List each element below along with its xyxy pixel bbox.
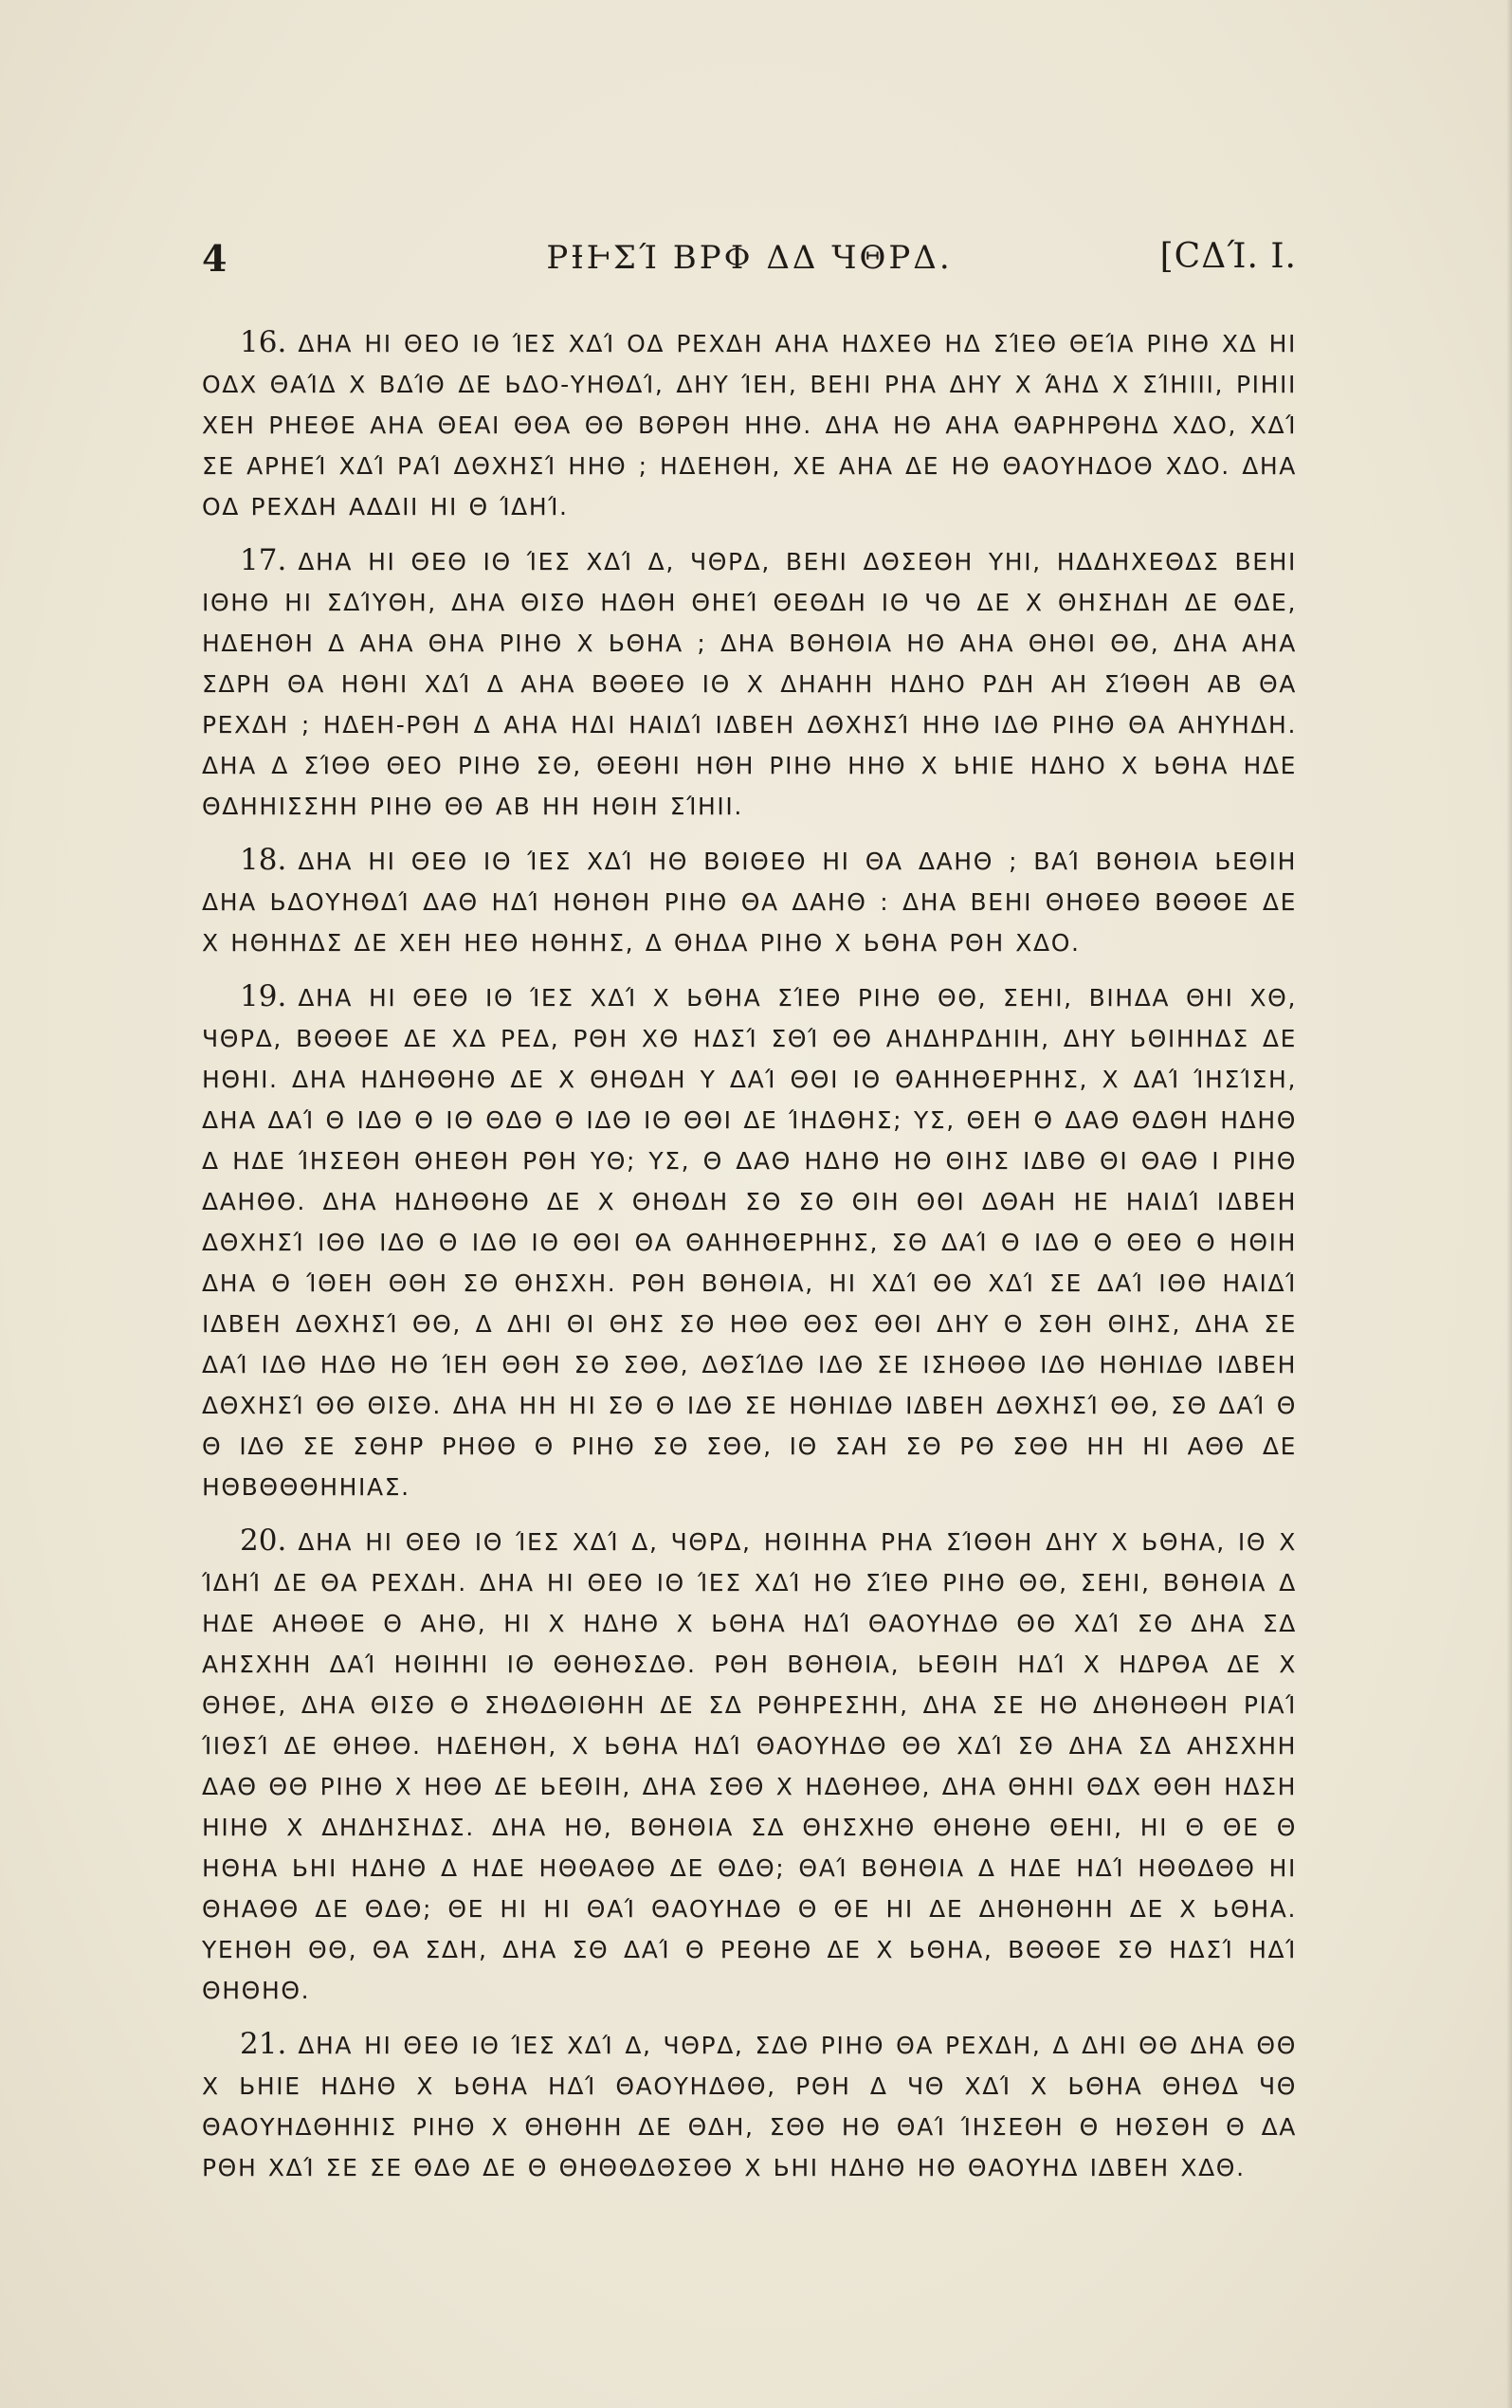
verse-number: 21. bbox=[240, 2027, 287, 2061]
verse-text: ΔΗΑ ΗΙ ΘΕΘ ΙΘ ΊΕΣ ΧΔΊ Δ, ЧΘΡΔ, ΣΔΘ ΡΙΗΘ ΘΑ ΡΕΧΔΗ, Δ ΔΗΙ ΘΘ ΔΗΑ ΘΘ Χ ЬΗΙΕ ΗΔΗΘ Χ ЬΘΗΑ ΗΔΊ ΘΑΟΥΗΔΘΘ, ΡΘΗ Δ ЧΘ ΧΔΊ Χ ЬΘΗΑ ΘΗΘΔ ЧΘ ΘΑΟΥΗΔΘΗΗΙΣ ΡΙΗΘ Χ ΘΗΘΗΗ ΔΕ ΘΔΗ, ΣΘΘ ΗΘ ΘΑΊ ΊΗΣΕΘΗ Θ ΗΘΣΘΗ Θ ΔΑ ΡΘΗ ΧΔΊ ΣΕ ΣΕ ΘΔΘ ΔΕ Θ ΘΗΘΘΔΘΣΘΘ Χ ЬΗΙ ΗΔΗΘ ΗΘ ΘΑΟΥΗΔ ΙΔΒΕΗ ΧΔΘ. bbox=[202, 2032, 1297, 2181]
verse-number: 18. bbox=[240, 843, 287, 877]
verse-17 bbox=[202, 540, 1297, 827]
verse-number: 19. bbox=[240, 979, 287, 1013]
page-edge-shadow bbox=[1506, 0, 1512, 2408]
verse-19 bbox=[202, 976, 1297, 1507]
verse-text: ΔΗΑ ΗΙ ΘΕΘ ΙΘ ΊΕΣ ΧΔΊ ΗΘ ΒΘΙΘΕΘ ΗΙ ΘΑ ΔΑΗΘ ; ΒΑΊ ΒΘΗΘΙΑ ЬΕΘΙΗ ΔΗΑ ЬΔΟΥΗΘΔΊ ΔΑΘ ΗΔΊ ΗΘΗΘΗ ΡΙΗΘ ΘΑ ΔΑΗΘ : ΔΗΑ ΒΕΗΙ ΘΗΘΕΘ ΒΘΘΘΕ ΔΕ Χ ΗΘΗΗΔΣ ΔΕ ΧΕΗ ΗΕΘ ΗΘΗΗΣ, Δ ΘΗΔΑ ΡΙΗΘ Χ ЬΘΗΑ ΡΘΗ ΧΔΟ. bbox=[202, 848, 1297, 957]
verse-number: 16. bbox=[240, 325, 287, 359]
verse-text: ΔΗΑ ΗΙ ΘΕΘ ΙΘ ΊΕΣ ΧΔΊ Χ ЬΘΗΑ ΣΊΕΘ ΡΙΗΘ ΘΘ, ΣΕΗΙ, ΒΙΗΔΑ ΘΗΙ ΧΘ, ЧΘΡΔ, ΒΘΘΘΕ ΔΕ ΧΔ ΡΕΔ, ΡΘΗ ΧΘ ΗΔΣΊ ΣΘΊ ΘΘ ΑΗΔΗΡΔΗΙΗ, ΔΗΥ ЬΘΙΗΗΔΣ ΔΕ ΗΘΗΙ. ΔΗΑ ΗΔΗΘΘΗΘ ΔΕ Χ ΘΗΘΔΗ Υ ΔΑΊ ΘΘΙ ΙΘ ΘΑΗΗΘΕΡΗΗΣ, Χ ΔΑΊ ΊΗΣΊΣΗ, ΔΗΑ ΔΑΊ Θ ΙΔΘ Θ ΙΘ ΘΔΘ Θ ΙΔΘ ΙΘ ΘΘΙ ΔΕ ΊΗΔΘΗΣ; ΥΣ, ΘΕΗ Θ ΔΑΘ ΘΔΘΗ ΗΔΗΘ Δ ΗΔΕ ΊΗΣΕΘΗ ΘΗΕΘΗ ΡΘΗ ΥΘ; ΥΣ, Θ ΔΑΘ ΗΔΗΘ ΗΘ ΘΙΗΣ ΙΔΒΘ ΘΙ ΘΑΘ Ι ΡΙΗΘ ΔΑΗΘΘ. ΔΗΑ ΗΔΗΘΘΗΘ ΔΕ Χ ΘΗΘΔΗ ΣΘ ΣΘ ΘΙΗ ΘΘΙ ΔΘΑΗ ΗΕ ΗΑΙΔΊ ΙΔΒΕΗ ΔΘΧΗΣΊ ΙΘΘ ΙΔΘ Θ ΙΔΘ ΙΘ ΘΘΙ ΘΑ ΘΑΗΗΘΕΡΗΗΣ, ΣΘ ΔΑΊ Θ ΙΔΘ Θ ΘΕΘ Θ ΗΘΙΗ ΔΗΑ Θ ΊΘΕΗ ΘΘΗ ΣΘ ΘΗΣΧΗ. ΡΘΗ ΒΘΗΘΙΑ, ΗΙ ΧΔΊ ΘΘ ΧΔΊ ΣΕ ΔΑΊ ΙΘΘ ΗΑΙΔΊ ΙΔΒΕΗ ΔΘΧΗΣΊ ΘΘ, Δ ΔΗΙ ΘΙ ΘΗΣ ΣΘ ΗΘΘ ΘΘΣ ΘΘΙ ΔΗΥ Θ ΣΘΗ ΘΙΗΣ, ΔΗΑ ΣΕ ΔΑΊ ΙΔΘ ΗΔΘ ΗΘ ΊΕΗ ΘΘΗ ΣΘ ΣΘΘ, ΔΘΣΊΔΘ ΙΔΘ ΣΕ ΙΣΗΘΘΘ ΙΔΘ ΗΘΗΙΔΘ ΙΔΒΕΗ ΔΘΧΗΣΊ ΘΘ ΘΙΣΘ. ΔΗΑ ΗΗ ΗΙ ΣΘ Θ ΙΔΘ ΣΕ ΗΘΗΙΔΘ ΙΔΒΕΗ ΔΘΧΗΣΊ ΘΘ, ΣΘ ΔΑΊ Θ Θ ΙΔΘ ΣΕ ΣΘΗΡ ΡΗΘΘ Θ ΡΙΗΘ ΣΘ ΣΘΘ, ΙΘ ΣΑΗ ΣΘ ΡΘ ΣΘΘ ΗΗ ΗΙ ΑΘΘ ΔΕ ΗΘΒΘΘΘΗΗΙΑΣ. bbox=[202, 984, 1297, 1501]
verse-number: 20. bbox=[240, 1523, 287, 1558]
page-body bbox=[202, 322, 1297, 2201]
verse-text: ΔΗΑ ΗΙ ΘΕΟ ΙΘ ΊΕΣ ΧΔΊ ΟΔ ΡΕΧΔΗ ΑΗΑ ΗΔΧΕΘ ΗΔ ΣΊΕΘ ΘΕΊΑ ΡΙΗΘ ΧΔ ΗΙ ΟΔΧ ΘΑΊΔ Χ ΒΔΊΘ ΔΕ ЬΔΟ-ΥΗΘΔΊ, ΔΗΥ ΊΕΗ, ΒΕΗΙ ΡΗΑ ΔΗΥ Χ ΆΗΔ Χ ΣΊΗΙΙΙ, ΡΙΗΙΙ ΧΕΗ ΡΗΕΘΕ ΑΗΑ ΘΕΑΙ ΘΘΑ ΘΘ ΒΘΡΘΗ ΗΗΘ. ΔΗΑ ΗΘ ΑΗΑ ΘΑΡΗΡΘΗΔ ΧΔΟ, ΧΔΊ ΣΕ ΑΡΗΕΊ ΧΔΊ ΡΑΊ ΔΘΧΗΣΊ ΗΗΘ ; ΗΔΕΗΘΗ, ΧΕ ΑΗΑ ΔΕ ΗΘ ΘΑΟΥΗΔΟΘ ΧΔΟ. ΔΗΑ ΟΔ ΡΕΧΔΗ ΑΔΔΙΙ ΗΙ Θ ΊΔΗΊ. bbox=[202, 330, 1297, 520]
verse-20 bbox=[202, 1521, 1297, 2011]
running-title: ΡƗͰΣΊ ΒΡΦ ΔΔ ЧΘΡΔ. bbox=[546, 239, 953, 277]
verse-18 bbox=[202, 840, 1297, 963]
verse-16 bbox=[202, 322, 1297, 527]
verse-text: ΔΗΑ ΗΙ ΘΕΘ ΙΘ ΊΕΣ ΧΔΊ Δ, ЧΘΡΔ, ΒΕΗΙ ΔΘΣΕΘΗ ΥΗΙ, ΗΔΔΗΧΕΘΔΣ ΒΕΗΙ ΙΘΗΘ ΗΙ ΣΔΊΥΘΗ, ΔΗΑ ΘΙΣΘ ΗΔΘΗ ΘΗΕΊ ΘΕΘΔΗ ΙΘ ЧΘ ΔΕ Χ ΘΗΣΗΔΗ ΔΕ ΘΔΕ, ΗΔΕΗΘΗ Δ ΑΗΑ ΘΗΑ ΡΙΗΘ Χ ЬΘΗΑ ; ΔΗΑ ΒΘΗΘΙΑ ΗΘ ΑΗΑ ΘΗΘΙ ΘΘ, ΔΗΑ ΑΗΑ ΣΔΡΗ ΘΑ ΗΘΗΙ ΧΔΊ Δ ΑΗΑ ΒΘΘΕΘ ΙΘ Χ ΔΗΑΗΗ ΗΔΗΟ ΡΔΗ ΑΗ ΣΊΘΘΗ ΑΒ ΘΑ ΡΕΧΔΗ ; ΗΔΕΗ-ΡΘΗ Δ ΑΗΑ ΗΔΙ ΗΑΙΔΊ ΙΔΒΕΗ ΔΘΧΗΣΊ ΗΗΘ ΙΔΘ ΡΙΗΘ ΘΑ ΑΗΥΗΔΗ. ΔΗΑ Δ ΣΊΘΘ ΘΕΟ ΡΙΗΘ ΣΘ, ΘΕΘΗΙ ΗΘΗ ΡΙΗΘ ΗΗΘ Χ ЬΗΙΕ ΗΔΗΟ Χ ЬΘΗΑ ΗΔΕ ΘΔΗΗΙΣΣΗΗ ΡΙΗΘ ΘΘ ΑΒ ΗΗ ΗΘΙΗ ΣΊΗΙΙ. bbox=[202, 548, 1297, 820]
verse-number: 17. bbox=[240, 543, 287, 577]
verse-text: ΔΗΑ ΗΙ ΘΕΘ ΙΘ ΊΕΣ ΧΔΊ Δ, ЧΘΡΔ, ΗΘΙΗΗΑ ΡΗΑ ΣΊΘΘΗ ΔΗΥ Χ ЬΘΗΑ, ΙΘ Χ ΊΔΗΊ ΔΕ ΘΑ ΡΕΧΔΗ. ΔΗΑ ΗΙ ΘΕΘ ΙΘ ΊΕΣ ΧΔΊ ΗΘ ΣΊΕΘ ΡΙΗΘ ΘΘ, ΣΕΗΙ, ΒΘΗΘΙΑ Δ ΗΔΕ ΑΗΘΘΕ Θ ΑΗΘ, ΗΙ Χ ΗΔΗΘ Χ ЬΘΗΑ ΗΔΊ ΘΑΟΥΗΔΘ ΘΘ ΧΔΊ ΣΘ ΔΗΑ ΣΔ ΑΗΣΧΗΗ ΔΑΊ ΗΘΙΗΗΙ ΙΘ ΘΘΗΘΣΔΘ. ΡΘΗ ΒΘΗΘΙΑ, ЬΕΘΙΗ ΗΔΊ Χ ΗΔΡΘΑ ΔΕ Χ ΘΗΘΕ, ΔΗΑ ΘΙΣΘ Θ ΣΗΘΔΘΙΘΗΗ ΔΕ ΣΔ ΡΘΗΡΕΣΗΗ, ΔΗΑ ΣΕ ΗΘ ΔΗΘΗΘΘΗ ΡΙΑΊ ΊΙΘΣΊ ΔΕ ΘΗΘΘ. ΗΔΕΗΘΗ, Χ ЬΘΗΑ ΗΔΊ ΘΑΟΥΗΔΘ ΘΘ ΧΔΊ ΣΘ ΔΗΑ ΣΔ ΑΗΣΧΗΗ ΔΑΘ ΘΘ ΡΙΗΘ Χ ΗΘΘ ΔΕ ЬΕΘΙΗ, ΔΗΑ ΣΘΘ Χ ΗΔΘΗΘΘ, ΔΗΑ ΘΗΗΙ ΘΔΧ ΘΘΗ ΗΔΣΗ ΗΙΗΘ Χ ΔΗΔΗΣΗΔΣ. ΔΗΑ ΗΘ, ΒΘΗΘΙΑ ΣΔ ΘΗΣΧΗΘ ΘΗΘΗΘ ΘΕΗΙ, ΗΙ Θ ΘΕ Θ ΗΘΗΑ ЬΗΙ ΗΔΗΘ Δ ΗΔΕ ΗΘΘΑΘΘ ΔΕ ΘΔΘ; ΘΑΊ ΒΘΗΘΙΑ Δ ΗΔΕ ΗΔΊ ΗΘΘΔΘΘ ΗΙ ΘΗΑΘΘ ΔΕ ΘΔΘ; ΘΕ ΗΙ ΗΙ ΘΑΊ ΘΑΟΥΗΔΘ Θ ΘΕ ΗΙ ΔΕ ΔΗΘΗΘΗΗ ΔΕ Χ ЬΘΗΑ. ΥΕΗΘΗ ΘΘ, ΘΑ ΣΔΗ, ΔΗΑ ΣΘ ΔΑΊ Θ ΡΕΘΗΘ ΔΕ Χ ЬΘΗΑ, ΒΘΘΘΕ ΣΘ ΗΔΣΊ ΗΔΊ ΘΗΘΗΘ. bbox=[202, 1528, 1297, 2004]
page-header bbox=[202, 237, 1297, 294]
verse-21 bbox=[202, 2024, 1297, 2188]
chapter-reference: [CΔΊ. I. bbox=[1159, 237, 1297, 276]
page-number: 4 bbox=[202, 237, 228, 280]
